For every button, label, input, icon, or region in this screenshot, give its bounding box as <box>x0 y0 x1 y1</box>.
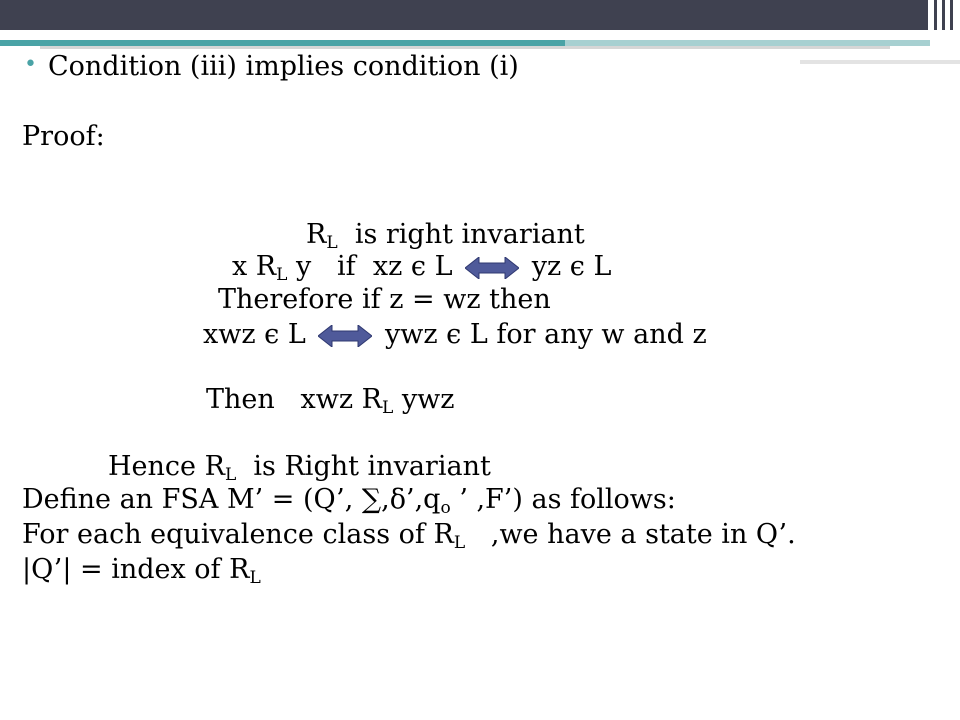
line-define-fsa: Define an FSA M’ = (Q’, $\sum,\delta’,q_o$ ’ ,F’) as follows: <box>22 484 676 518</box>
line-index: |Q’| = index of $R_L$ <box>22 554 261 588</box>
bullet-dot: • <box>24 52 37 77</box>
line-for-any: xwz є L ywz є L for any w and z <box>203 319 707 350</box>
bullet-text: Condition (iii) implies condition (i) <box>48 51 519 82</box>
line-then: Then xwz $R_L$ ywz <box>206 384 455 418</box>
header-bar <box>0 0 928 30</box>
line-therefore: Therefore if z = wz then <box>218 284 551 315</box>
line-hence: Hence $R_L$ is Right invariant <box>108 451 491 485</box>
header-corner <box>928 0 960 30</box>
divider-line-short <box>800 60 960 64</box>
divider-line <box>40 46 890 49</box>
line-equivalence-class: For each equivalence class of $R_L$ ,we have a state in Q’. <box>22 519 796 553</box>
double-arrow-icon <box>318 325 372 347</box>
proof-label: Proof: <box>22 121 105 152</box>
line-definition: x $R_L$ y if xz є L yz є L <box>232 251 612 285</box>
line-right-invariant: $R_L$ is right invariant <box>306 219 585 253</box>
double-arrow-icon <box>465 257 519 279</box>
